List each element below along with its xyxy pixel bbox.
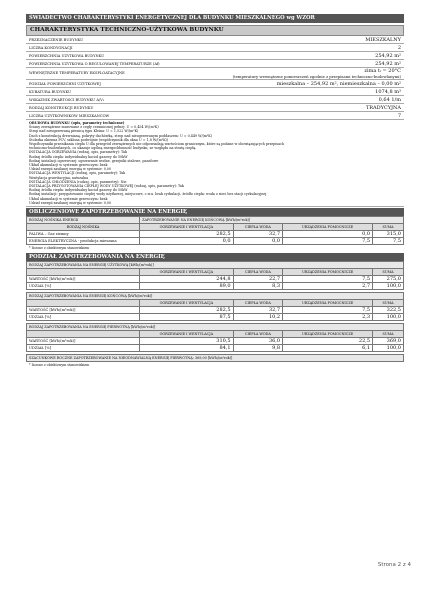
temperature-value: zima tᵢ = 20°C: [364, 67, 401, 74]
characteristics-rows: [26, 36, 404, 68]
table-cell: 87,5: [140, 314, 234, 321]
column-header: OGRZEWANIE I WENTYLACJA: [140, 269, 234, 276]
row-label: ENERGIA ELEKTRYCZNA - produkcja mieszana: [27, 238, 140, 245]
table-cell: 282,5: [140, 231, 234, 238]
description-line: INSTALACJA OGRZEWANIA (rodzaj, opis, parametry): Tak: [29, 150, 127, 155]
section-energy-split-title: PODZIAŁ ZAPOTRZEBOWANIA NA ENERGIĘ: [26, 253, 404, 261]
table-cell: 100,0: [373, 345, 404, 352]
description-line: Układ akumulacji w systemie grzewczym: brak: [29, 196, 108, 201]
table-caption: RODZAJ NOŚNIKA ENERGII: [27, 217, 140, 224]
column-header: URZĄDZENIA POMOCNICZE: [283, 300, 373, 307]
characteristic-value: MIESZKALNY: [365, 36, 401, 43]
characteristic-value: 254,92 m²: [375, 60, 401, 67]
characteristic-value: 1074,8 m³: [375, 88, 401, 95]
page-number: Strona 2 z 4: [377, 562, 411, 568]
table-cell: 0,0: [283, 231, 373, 238]
description-heading: OBUDOWA BUDYNKU (opis, parametry techniczne): [29, 121, 125, 125]
description-line: Ściany zewnętrzne murowane z cegły ceramicznej pełnej: U = 0,454 W/(m²K): [29, 125, 159, 130]
certificate-page: [26, 14, 404, 369]
table-cell: 100,0: [373, 314, 404, 321]
characteristic-label: KUBATURA BUDYNKU: [29, 89, 72, 94]
temperature-note: (temperatury wewnętrzne pomieszczeń zgodnie z przepisami techniczno-budowlanymi): [232, 73, 401, 79]
description-line: Układ akumulacji w systemie grzewczym: brak: [29, 163, 108, 168]
energy-split-table: [26, 323, 404, 352]
description-line: Strop nad nieogrzewaną piwnicą typu Kleina: U = 1,522 W/(m²K): [29, 129, 139, 134]
table-cell: 315,0: [373, 231, 404, 238]
table-cell: 32,7: [233, 231, 282, 238]
description-line: Współczynniki przenikania ciepła U dla przegród zewnętrznych nie odpowiadają wartościom granicznym, które są podane w obowiązujących przepisach: [29, 142, 285, 147]
column-header: SUMA: [373, 224, 404, 231]
table-row: [27, 338, 404, 345]
table-caption: RODZAJ ZAPOTRZEBOWANIA NA ENERGIĘ PIERWOTNĄ [kWh/(m²rok)]: [27, 324, 404, 331]
characteristic-label: POWIERZCHNIA UŻYTKOWA O REGULOWANEJ TEMPERATURZE (Af): [29, 61, 160, 66]
energy-split-note: * liczone z obiektowym stanowiskiem: [29, 363, 90, 368]
characteristic-row: [26, 88, 404, 96]
column-header: URZĄDZENIA POMOCNICZE: [283, 224, 373, 231]
table-cell: 22,5: [283, 338, 373, 345]
table-caption: RODZAJ ZAPOTRZEBOWANIA NA ENERGIĘ UŻYTKOWĄ [kWh/(m²rok)]: [27, 262, 404, 269]
row-label: PALIWA – Gaz ziemny: [27, 231, 140, 238]
description-lines: [29, 125, 401, 205]
table-row: [27, 345, 404, 352]
column-header: CIEPŁA WODA: [233, 269, 282, 276]
column-header: URZĄDZENIA POMOCNICZE: [283, 269, 373, 276]
temperature-row: [26, 68, 404, 80]
table-cell: 7,5: [373, 238, 404, 245]
row-label: WARTOŚĆ [kWh/(m²rok)]: [27, 307, 140, 314]
summary-table: [26, 354, 404, 362]
characteristic-label: RODZAJ KONSTRUKCJI BUDYNKU: [29, 105, 94, 110]
characteristic-label: WSKAŹNIK ZWARTOŚCI BUDYNKU A/V₂: [29, 97, 105, 102]
characteristic-row: [26, 52, 404, 60]
description-line: INSTALACJA WENTYLACJI (rodzaj, opis, parametry): Tak: [29, 171, 126, 176]
description-line: Rodzaj instalacji: przygotowanie ciepłej wody użytkowej, miejscowe, c.w.u. brak cyrkulacji, źródło ciepła: woda z sieci bez stacji cyrkulacyjnej: [29, 192, 267, 197]
column-header: OGRZEWANIE I WENTYLACJA: [140, 224, 234, 231]
column-header: [27, 331, 140, 338]
table-cell: 8,3: [233, 283, 282, 290]
table-cell: 2,7: [283, 283, 373, 290]
table-cell: 244,8: [140, 276, 234, 283]
row-label: WARTOŚĆ [kWh/(m²rok)]: [27, 276, 140, 283]
characteristic-label: POWIERZCHNIA UŻYTKOWA BUDYNKU: [29, 53, 105, 58]
characteristic-row: [26, 44, 404, 52]
table-cell: 0,0: [233, 238, 282, 245]
characteristic-row: [26, 96, 404, 104]
characteristic-value: 2: [397, 44, 401, 51]
column-header: OGRZEWANIE I WENTYLACJA: [140, 331, 234, 338]
table-cell: 369,0: [373, 338, 404, 345]
table-cell: 322,5: [373, 307, 404, 314]
section-title-characteristics: CHARAKTERYSTYKA TECHNICZNO-UŻYTKOWA BUDYNKU: [26, 25, 404, 36]
description-line: INSTALACJA CHŁODZENIA (rodzaj, opis, parametry): Nie: [29, 179, 127, 184]
characteristic-value: 7: [397, 112, 401, 119]
table-cell: 7,5: [283, 238, 373, 245]
temperature-label: WEWNĘTRZNE TEMPERATURY EKSPLOATACYJNE: [29, 71, 125, 75]
table-cell: 0,0: [140, 238, 234, 245]
area-split-row: [26, 80, 404, 88]
area-split-value: mieszkalna – 254,92 m², niemieszkalna – 0,00 m²: [276, 80, 401, 87]
column-header: [27, 269, 140, 276]
table-cell: 32,7: [233, 307, 282, 314]
table-cell: 9,8: [233, 345, 282, 352]
column-header: SUMA: [373, 269, 404, 276]
table-cell: 36,0: [233, 338, 282, 345]
table-row: [27, 231, 404, 238]
description-line: Rodzaj źródła ciepła: indywidualny kocioł gazowy do 50kW: [29, 154, 128, 159]
table-row: [27, 238, 404, 245]
characteristics-rows-2: [26, 88, 404, 120]
characteristic-row: [26, 60, 404, 68]
summary-line: SZACUNKOWE ROCZNE ZAPOTRZEBOWANIE NA NIEODNAWIALNĄ ENERGIĘ PIERWOTNĄ: 369,00 [kWh/(m²rok)]: [27, 355, 404, 362]
characteristic-label: PRZEZNACZENIE BUDYNKU: [29, 37, 84, 42]
description-line: Wentylacja grawitacyjna, naturalna: [29, 175, 89, 180]
description-line: Udział energii zasilanej energią w systemie: 0,00: [29, 200, 112, 205]
characteristic-value: 0,64 1/m: [378, 96, 401, 103]
column-header: URZĄDZENIA POMOCNICZE: [283, 331, 373, 338]
table-cell: 100,0: [373, 283, 404, 290]
row-label: WARTOŚĆ [kWh/(m²rok)]: [27, 338, 140, 345]
table-row: [27, 283, 404, 290]
table-cell: 22,7: [233, 276, 282, 283]
table-cell: 10,2: [233, 314, 282, 321]
description-line: INSTALACJA PRZYGOTOWANIA CIEPŁEJ WODY UŻYTKOWEJ (rodzaj, opis, parametry): Tak: [29, 184, 184, 189]
energy-split-table: [26, 261, 404, 290]
table-cell: 84,1: [140, 345, 234, 352]
table-row: [27, 314, 404, 321]
characteristic-row: [26, 112, 404, 120]
column-header: SUMA: [373, 331, 404, 338]
description-line: Rodzaj źródła ciepła: indywidualny kocioł gazowy do 50kW: [29, 188, 128, 193]
energy-demand-table: [26, 216, 404, 245]
row-label: UDZIAŁ [%]: [27, 345, 140, 352]
characteristic-row: [26, 104, 404, 112]
column-header: RODZAJ NOŚNIKA: [27, 224, 140, 231]
characteristic-value: 254,92 m²: [375, 52, 401, 59]
row-label: UDZIAŁ [%]: [27, 314, 140, 321]
column-header: CIEPŁA WODA: [233, 331, 282, 338]
column-header: CIEPŁA WODA: [233, 224, 282, 231]
table-row: [27, 307, 404, 314]
characteristic-row: [26, 36, 404, 44]
table-cell: 7,5: [283, 276, 373, 283]
table-cell: 2,3: [283, 314, 373, 321]
row-label: UDZIAŁ [%]: [27, 283, 140, 290]
description-line: Rodzaj instalacji ogrzewczej: ogrzewanie wodne, grzejniki stalowe, panelowe: [29, 158, 159, 163]
energy-split-table: [26, 292, 404, 321]
energy-demand-note: * liczone z obiektowym stanowiskiem: [29, 246, 90, 251]
column-header: OGRZEWANIE I WENTYLACJA: [140, 300, 234, 307]
description-line: Stolarka okienna PCV, szklona podwójnie (współczynnik dla okna U = 1,8 W/(m²K)): [29, 137, 169, 142]
column-header: SUMA: [373, 300, 404, 307]
table-cell: 89,0: [140, 283, 234, 290]
table-cell: 282,5: [140, 307, 234, 314]
description-line: techniczno-budowlanych, co ukazuje ogólną energochłonność budynku, ze względu na stratę ciepłą.: [29, 146, 197, 151]
area-split-label: PODZIAŁ POWIERZCHNI UŻYTKOWEJ: [29, 81, 101, 86]
column-header: [27, 300, 140, 307]
table-caption-right: ZAPOTRZEBOWANIE NA ENERGIĘ KOŃCOWĄ [kWh/(m²rok)]: [140, 217, 404, 224]
section-energy-demand-title: OBLICZENIOWE ZAPOTRZEBOWANIE NA ENERGIĘ: [26, 208, 404, 216]
column-header: CIEPŁA WODA: [233, 300, 282, 307]
document-title: ŚWIADECTWO CHARAKTERYSTYKI ENERGETYCZNEJ DLA BUDYNKU MIESZKALNEGO wg WZOR: [26, 14, 404, 23]
table-row: [27, 276, 404, 283]
building-description: [26, 120, 404, 207]
energy-split-blocks: [26, 261, 404, 352]
table-cell: 310,5: [140, 338, 234, 345]
characteristic-value: TRADYCYJNA: [365, 104, 401, 111]
characteristic-label: LICZBA KONDYGNACJI: [29, 45, 73, 50]
characteristic-label: LICZBA UŻYTKOWNIKÓW MIESZKAŃCÓW: [29, 113, 110, 118]
table-cell: 275,0: [373, 276, 404, 283]
description-line: Udział energii zasilanej energią w systemie: 0,00: [29, 167, 112, 172]
table-cell: 6,1: [283, 345, 373, 352]
table-caption: RODZAJ ZAPOTRZEBOWANIA NA ENERGIĘ KOŃCOWĄ [kWh/(m²rok)]: [27, 293, 404, 300]
description-line: Dach z konstrukcją drewnianą, pokryty dachówką, strop nad nieogrzewanym poddaszem: U = 0,449 W/(m²K): [29, 133, 213, 138]
table-cell: 7,5: [283, 307, 373, 314]
